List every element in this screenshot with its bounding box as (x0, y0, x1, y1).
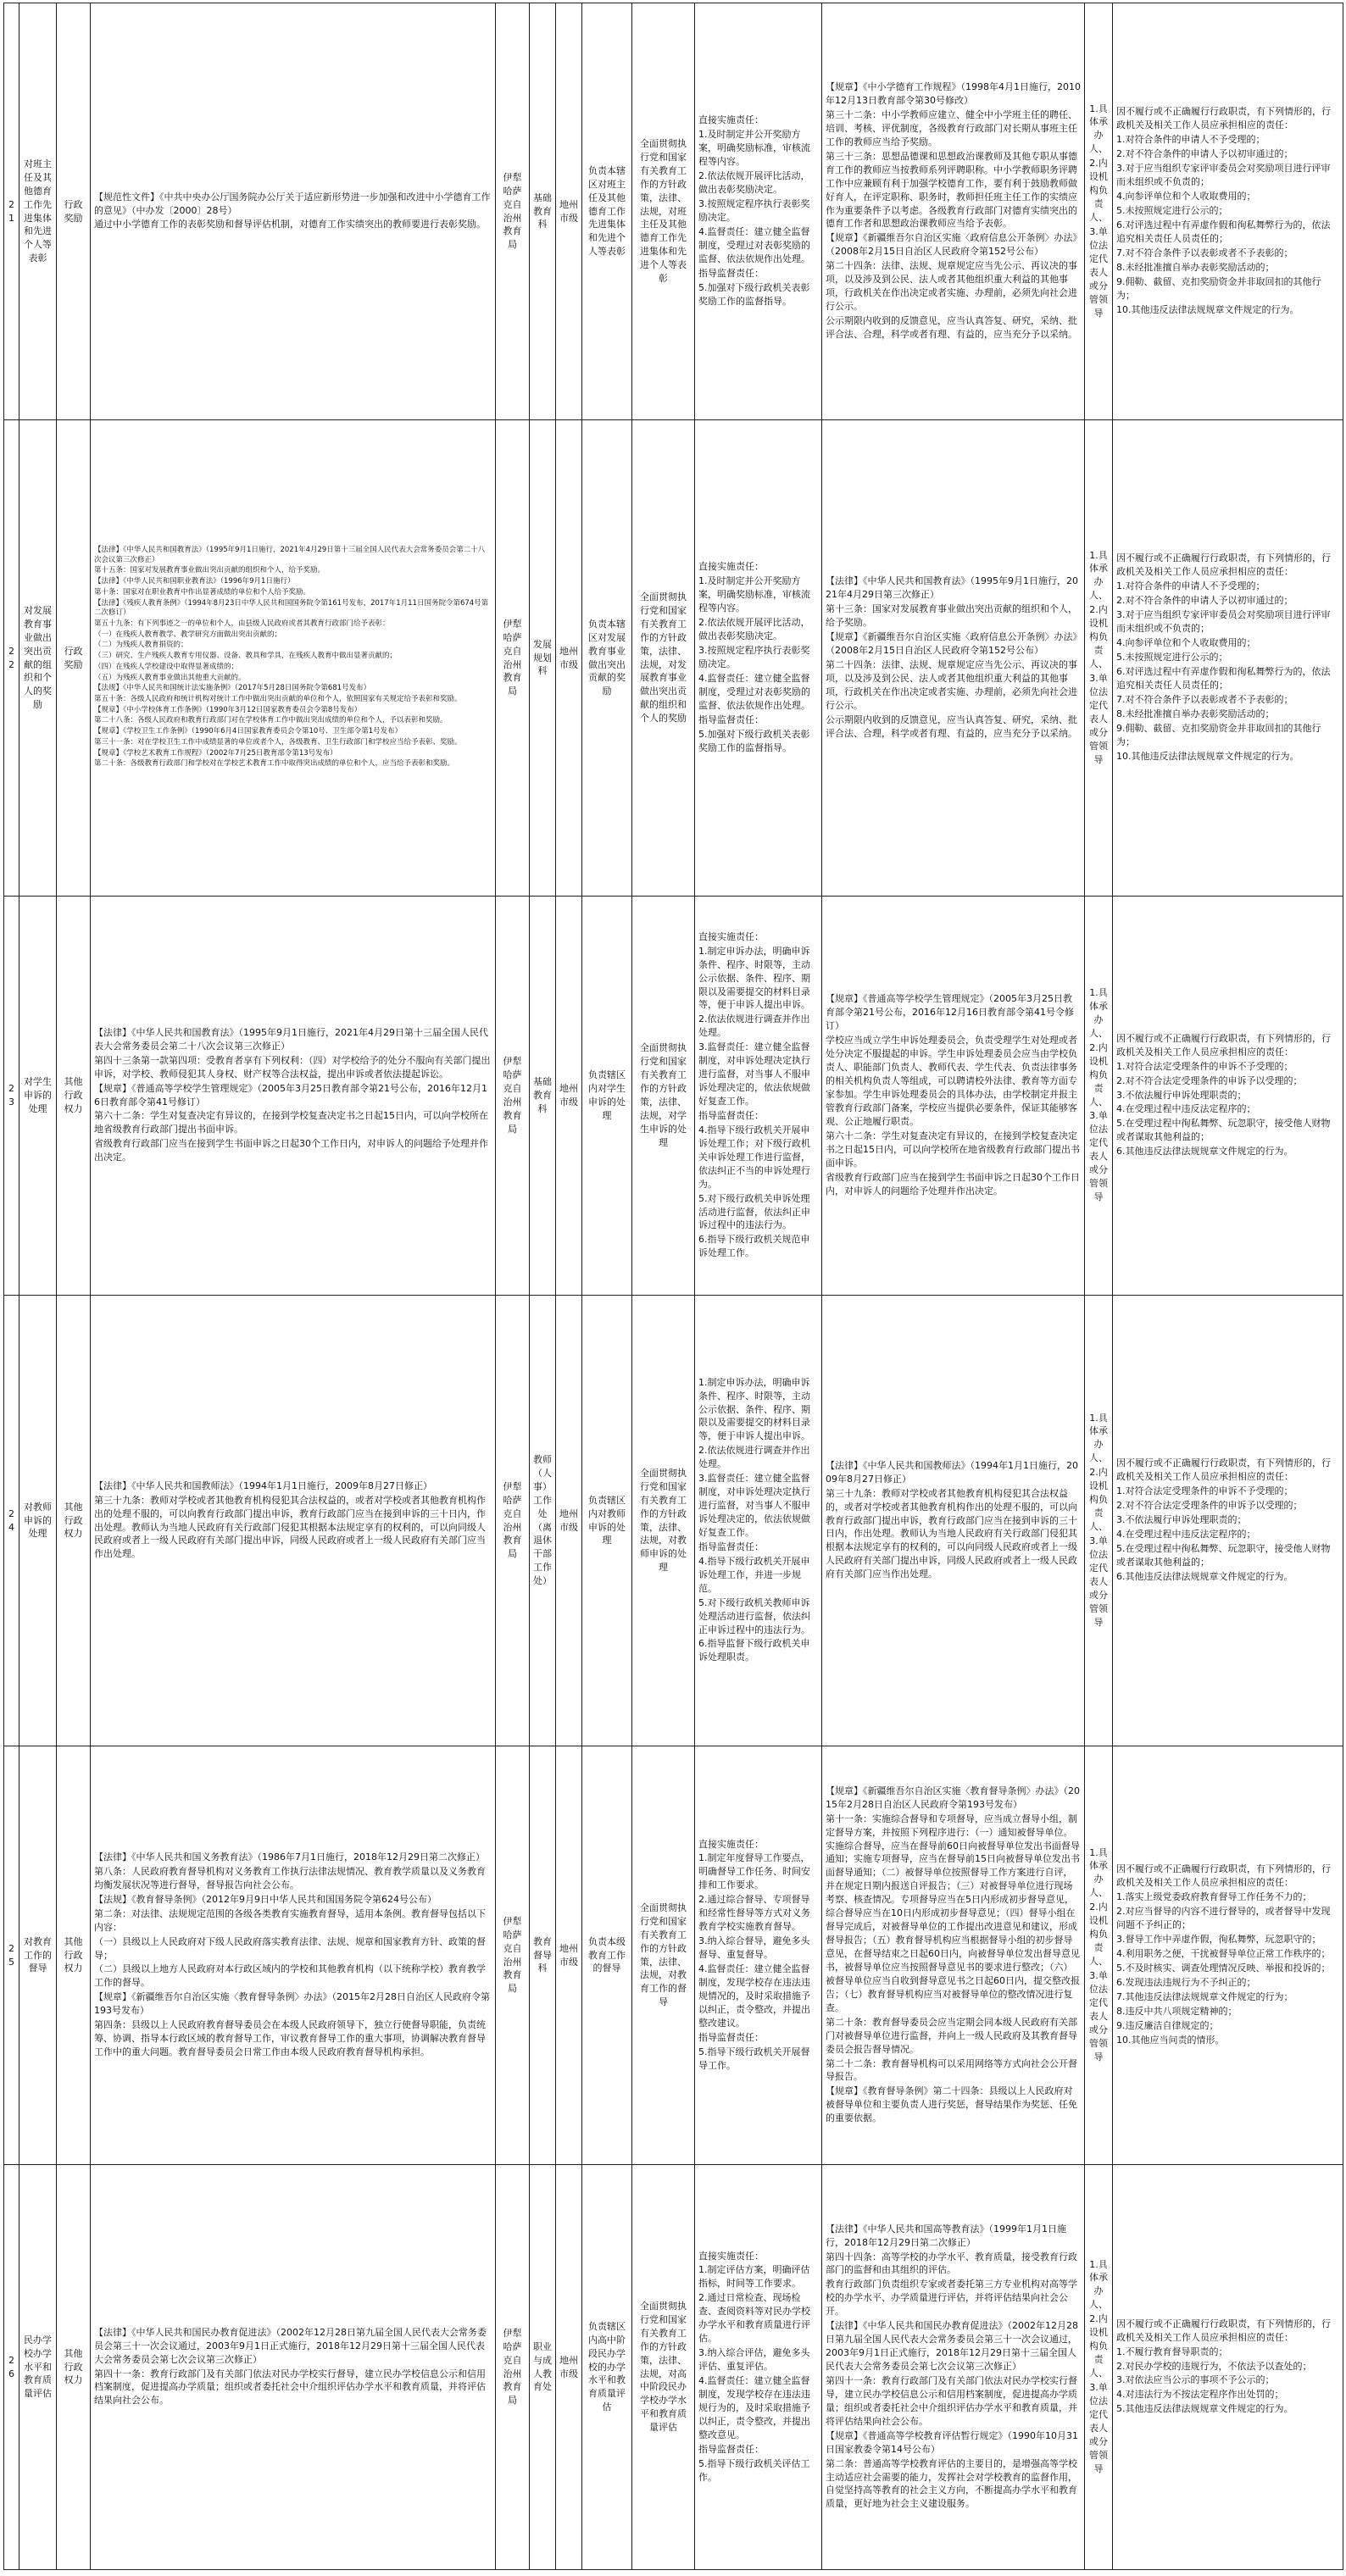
legal-basis-paragraph: （二）县级以上地方人民政府对本行政区域内的学校和其他教育机构（以下统称学校）教育教学工作的督导。 (94, 1963, 486, 1989)
duty-items-cell (695, 897, 822, 1296)
liability-items-paragraph: 2.对不符合法定受理条件的申诉予以受理的； (1116, 1500, 1303, 1512)
liability-items-paragraph: 2.对不符合法定受理条件的申诉予以受理的； (1116, 1074, 1303, 1086)
powers-table (3, 3, 1343, 2570)
liability-items-paragraph: 5.未按照规定进行公示的； (1116, 205, 1228, 217)
item-category-cell: 其他行政权力 (57, 2165, 91, 2570)
duty-items-paragraph: 1.制定年度督导工作要点，明确督导工作任务、时间安排和工作要求。 (698, 1852, 810, 1891)
accountable-person-cell (1085, 1746, 1113, 2165)
duty-items-paragraph: 1.及时制定并公开奖励方案，明确奖励标准，审核流程等内容。 (698, 129, 810, 168)
duty-items-paragraph: 1.制定申诉办法，明确申诉条件、程序、时限等，主动公示依据、条件、程序、期限以及需要提交的材料目录等，便于申诉人提出申诉。 (698, 1376, 810, 1442)
duty-items-paragraph: 1.制定申诉办法，明确申诉条件、程序、时限等，主动公示依据、条件、程序、期限以及需要提交的材料目录等，便于申诉人提出申诉。 (698, 945, 810, 1011)
table-row (4, 1296, 1343, 1746)
duty-items-paragraph: 指导监督责任： (698, 2443, 764, 2455)
duty-items-paragraph: 4.指导下级行政机关开展申诉处理工作，并进一步规范。 (698, 1555, 810, 1594)
accountability-basis-paragraph: 【规章】《中小学德育工作规程》（1998年4月1日施行，2010年12月13日教育部令第30号修改） (826, 81, 1081, 107)
internal-unit-cell: 发展规划科 (530, 420, 556, 897)
legal-basis-cell (91, 897, 496, 1296)
liability-items-paragraph: 1.对符合条件的申请人不予受理的； (1116, 134, 1265, 146)
admin-level-cell: 地州市级 (556, 1746, 582, 2165)
legal-basis-paragraph: 【法律】《中华人民共和国教师法》（1994年1月1日施行，2009年8月27日修正） (94, 1480, 432, 1491)
duty-items-paragraph: 3.监督责任：建立健全监督制度，对申诉处理决定执行进行监督，对当事人不服申诉处理决定的，依法依规做好复查工作。 (698, 1473, 810, 1538)
accountable-person-paragraph: 2.内设机构负责人、 (1089, 604, 1108, 669)
admin-level-cell: 地州市级 (556, 420, 582, 897)
duty-items-paragraph: 直接实施责任： (698, 561, 764, 573)
row-number-cell: 25 (4, 1746, 19, 2165)
liability-items-paragraph: 因不履行或不正确履行行政职责，有下列情形的，行政机关及相关工作人员应承担相应的责任： (1116, 1457, 1331, 1483)
accountable-person-paragraph: 3.单位法定代表人或分管领导 (1089, 2381, 1108, 2474)
liability-items-paragraph: 10.其他应当问责的情形。 (1116, 2034, 1225, 2046)
implementation-duty-cell: 全面贯彻执行党和国家有关教育工作的方针政策，法律、法规，对高中阶段民办学校办学水平和教育质量评估 (632, 2165, 695, 2570)
legal-basis-paragraph: 【规范性文件】《中共中央办公厅国务院办公厅关于适应新形势进一步加强和改进中小学德育工作的意见》（中办发〔2000〕28号） (94, 191, 491, 216)
accountability-basis-paragraph: 第二十四条：法律、法规、规章规定应当先公示、再议决的事项，以及涉及到公民、法人或者其他组织重大利益的其他事项，行政机关在作出决定或者实施、办理前，必须先向社会进行公示。 (826, 659, 1077, 711)
accountable-person-cell (1085, 3, 1113, 420)
accountability-basis-cell (822, 1296, 1085, 1746)
duty-items-paragraph: 指导监督责任： (698, 1541, 764, 1552)
legal-basis-paragraph: 第二条：对法律、法规规定范围的各级各类教育实施教育督导，适用本条例。教育督导包括以下内容： (94, 1907, 486, 1933)
accountability-basis-paragraph: 第三十九条：教师对学校或者其他教育机构侵犯其合法权益的，或者对学校或者其他教育机构作出的处理不服的，可以向教育行政部门提出申诉，教育行政部门应当在接到申诉的三十日内，作出处理。教师认为当地人民政府有关行政部门侵犯其根据本法规定享有的权利的，可以向同级人民政府或者上一级人民政府有关部门提出申诉，同级人民政府或者上一级人民政府有关部门应当作出处理。 (826, 1487, 1077, 1580)
responsibility-scope-cell: 负责辖区内对学生申诉的处理 (582, 897, 632, 1296)
accountable-person-paragraph: 3.单位法定代表人或分管领导 (1089, 1535, 1108, 1628)
duty-items-paragraph: 4.监督责任：建立健全监督制度，发现学校存在违法违规情况的，及时采取措施予以纠正，责令整改，并提出整改建议。 (698, 1963, 810, 2029)
department-cell: 伊犁哈萨克自治州教育局 (496, 3, 530, 420)
liability-items-paragraph: 5.其他违反法律法规规章文件规定的行为。 (1116, 2403, 1293, 2415)
accountable-person-paragraph: 2.内设机构负责人、 (1089, 2313, 1108, 2379)
liability-items-paragraph: 5.不及时核实、调查处理情况反映、举报和投诉的； (1116, 1962, 1331, 1974)
duty-items-paragraph: 5.指导下级行政机关开展督导工作。 (698, 2046, 810, 2071)
duty-items-paragraph: 2.依法依规进行调查并作出处理。 (698, 1013, 810, 1039)
legal-basis-paragraph: 【法律】《中华人民共和国教育法》（1995年9月1日施行，2021年4月29日第十三届全国人民代表大会常务委员会第二十八次会议第三次修正） (94, 545, 486, 564)
item-name-cell: 对发展教育事业做出突出贡献的组织和个人的奖励 (19, 420, 57, 897)
legal-basis-paragraph: 【法律】《中华人民共和国民办教育促进法》（2002年12月28日第九届全国人民代表大会常务委员会第三十一次会议通过，2003年9月1日正式施行，2018年12月29日第十三届全国人民代表大会常务委员会第七次会议第三次修正） (94, 2326, 487, 2365)
liability-items-paragraph: 7.对不符合条件予以表彰或者不予表彰的； (1116, 693, 1293, 705)
liability-items-paragraph: 6.对评选过程中有弄虚作假和徇私舞弊行为的，依法追究相关责任人员责任的； (1116, 665, 1331, 691)
accountability-basis-paragraph: 第三十二条：中小学教师应建立、健全中小学班主任的聘任、培训、考核、评优制度，各级教育行政部门对长期从事班主任工作的教师应当给予奖励。 (826, 108, 1077, 147)
accountability-basis-paragraph: 第十一条：实施综合督导和专项督导，应当成立督导小组，制定督导方案，并按照下列程序进行：（一）通知被督导单位。实施综合督导，应当在督导前60日向被督导单位发出书面督导通知；实施专项督导，应当在督导前15日向被督导单位发出书面督导通知；（二）被督导单位按照督导工作方案进行自评，并在规定日期内报送自评报告；（三）对被督导单位进行现场考察、核查情况。专项督导应当在5日内形成初步督导意见，综合督导应当在10日内形成初步督导意见；（四）督导小组在督导完成后，对被督导单位的工作提出改进意见和建议，形成督导报告；（五）教育督导机构应当根据督导小组的初步督导意见，在督导结束之日起60日内，向被督导单位发出督导意见书，被督导单位应当按照督导意见书的要求进行整改；（六）被督导单位应当自收到督导意见书之日起60日内，提交整改报告；（七）教育督导机构应当对被督导单位的整改情况进行复查。 (826, 1813, 1080, 2013)
admin-level-cell: 地州市级 (556, 1296, 582, 1746)
internal-unit-cell: 基础教育科 (530, 897, 556, 1296)
legal-basis-paragraph: 第八条：人民政府教育督导机构对义务教育工作执行法律法规情况、教育教学质量以及义务教育均衡发展状况等进行督导，督导报告向社会公布。 (94, 1865, 486, 1890)
legal-basis-paragraph: 【法律】《中华人民共和国职业教育法》（1996年9月1日施行） (94, 577, 295, 586)
duty-items-paragraph: 2.通过综合督导、专项督导和经常性督导等方式对义务教育学校实施教育督导。 (698, 1894, 810, 1933)
responsibility-scope-cell: 负责本级教育工作的督导 (582, 1746, 632, 2165)
duty-items-paragraph: 直接实施责任： (698, 114, 764, 126)
legal-basis-paragraph: 【法律】《中华人民共和国教育法》（1995年9月1日施行，2021年4月29日第十三届全国人民代表大会常务委员会第二十八次会议第三次修正） (94, 1026, 488, 1052)
legal-basis-paragraph: 【法律】《中华人民共和国义务教育法》（1986年7月1日施行，2018年12月29日第二次修正） (94, 1851, 485, 1863)
liability-items-paragraph: 6.对评选过程中有弄虚作假和徇私舞弊行为的，依法追究相关责任人员责任的； (1116, 219, 1331, 244)
accountable-person-paragraph: 1.具体承办人、 (1089, 549, 1108, 602)
accountability-basis-paragraph: 【规章】《新疆维吾尔自治区实施〈政府信息公开条例〉办法》（2008年2月15日自治区人民政府令第152号公布） (826, 232, 1077, 258)
duty-items-cell (695, 1296, 822, 1746)
legal-basis-paragraph: 【规章】《学校卫生工作条例》（1990年6月4日国家教育委员会令第10号、卫生部令第1号发布） (94, 727, 403, 736)
item-category-cell: 其他行政权力 (57, 897, 91, 1296)
accountability-basis-paragraph: 【规章】《普通高等学校学生管理规定》（2005年3月25日教育部令第21号公布，2016年12月16日教育部令第41号令修订） (826, 993, 1074, 1032)
legal-basis-paragraph: 通过中小学德育工作的表彰奖励和督导评估机制，对德育工作实绩突出的教师要进行表彰奖励。 (94, 219, 486, 230)
legal-basis-paragraph: 【规章】《学校艺术教育工作规程》（2002年7月25日教育部令第13号发布） (94, 748, 337, 758)
duty-items-paragraph: 2.依法依规进行调查并作出处理。 (698, 1445, 810, 1470)
duty-items-paragraph: 指导监督责任： (698, 267, 764, 279)
row-number-cell: 24 (4, 1296, 19, 1746)
department-cell: 伊犁哈萨克自治州教育局 (496, 1296, 530, 1746)
accountable-person-paragraph: 3.单位法定代表人或分管领导 (1089, 1969, 1108, 2062)
admin-level-cell: 地州市级 (556, 897, 582, 1296)
department-cell: 伊犁哈萨克自治州教育局 (496, 897, 530, 1296)
accountable-person-paragraph: 1.具体承办人、 (1089, 987, 1108, 1039)
department-cell: 伊犁哈萨克自治州教育局 (496, 2165, 530, 2570)
duty-items-paragraph: 5.对下级行政机关教师申诉处理活动进行监督，依法纠正申诉过程中的违法行为。 (698, 1596, 810, 1635)
duty-items-paragraph: 4.监督责任：建立健全监督制度，受理过对表彰奖励的监督、依法依规作出处理。 (698, 225, 810, 264)
item-category-cell: 其他行政权力 (57, 1296, 91, 1746)
accountability-basis-paragraph: 教育行政部门负责组织专家或者委托第三方专业机构对高等学校的办学水平、办学质量进行评估，并将评估结果向社会公开。 (826, 2279, 1077, 2318)
liability-items-paragraph: 9.佣勒、截留、克扣奖励资金并非取回扣的其他行为； (1116, 722, 1321, 747)
liability-items-paragraph: 9.违反廉洁自律规定的； (1116, 2019, 1219, 2031)
duty-items-paragraph: 3.按照规定程序执行表彰奖励决定。 (698, 198, 810, 223)
duty-items-paragraph: 4.监督责任：建立健全监督制度，发现学校存在违法违规行为的，及时采取措施予以纠正，责令整改，并提出整改意见。 (698, 2374, 810, 2440)
legal-basis-paragraph: 【规章】《中小学校体育工作条例》（1990年3月12日国家教育委员会令第8号发布） (94, 705, 362, 714)
duty-items-paragraph: 6.指导监督下级行政机关申诉处理职责。 (698, 1638, 810, 1663)
duty-items-paragraph: 5.对下级行政机关申诉处理活动进行监督，依法纠正申诉过程中的违法行为。 (698, 1192, 810, 1231)
legal-basis-paragraph: 第十条：国家对在职业教育中作出显著成绩的单位和个人给予奖励。 (94, 587, 311, 597)
legal-basis-paragraph: 【法规】《教育督导条例》（2012年9月9日中华人民共和国国务院令第624号公布） (94, 1893, 437, 1905)
legal-basis-paragraph: 第五十条：各级人民政府和统计机构对统计工作中做出突出贡献的单位和个人，依照国家有关规定给予表彰和奖励。 (94, 695, 462, 704)
liability-items-paragraph: 4.在受理过程中违反法定程序的； (1116, 1103, 1256, 1115)
accountable-person-paragraph: 2.内设机构负责人、 (1089, 1467, 1108, 1532)
liability-items-paragraph: 1.对符合条件的申请人不予受理的； (1116, 580, 1265, 592)
liability-items-paragraph: 6.其他违反法律法规规章文件规定的行为。 (1116, 1570, 1293, 1582)
accountability-basis-paragraph: 第二十二条：教育督导机构可以采用网络等方式向社会公开督导报告。 (826, 2057, 1077, 2083)
liability-items-paragraph: 3.对依法应当公示的事项不予公示的； (1116, 2374, 1275, 2386)
accountability-basis-paragraph: 【法律】《中华人民共和国教师法》（1994年1月1日施行，2009年8月27日修正） (826, 1459, 1078, 1485)
duty-items-paragraph: 2.通过日常检查、现场检查、查阅资料等对民办学校办学水平和教育质量进行评估。 (698, 2292, 810, 2345)
liability-items-cell (1113, 1296, 1343, 1746)
legal-basis-cell (91, 1296, 496, 1746)
accountability-basis-cell (822, 3, 1085, 420)
liability-items-paragraph: 3.督导工作中弄虚作假，徇私舞弊，玩忽职守的； (1116, 1934, 1321, 1946)
liability-items-cell (1113, 3, 1343, 420)
liability-items-paragraph: 3.对于应当组织专家评审委员会对奖励项目进行评审而未组织或不负责的； (1116, 609, 1331, 635)
legal-basis-paragraph: 【规章】《普通高等学校学生管理规定》（2005年3月25日教育部令第21号公布，2016年12月16日教育部令第41号修订） (94, 1082, 487, 1108)
implementation-duty-cell: 全面贯彻执行党和国家有关教育工作的方针政策，法律、法规，对班主任及其他德育工作先进集体和先进个人等表彰 (632, 3, 695, 420)
accountability-basis-paragraph: 第三十三条：思想品德课和思想政治课教师及其他专职从事德育工作的教师应当按教师系列评聘职称。中小学教师职务评聘工作中应兼顾有利于加强学校德育工作，要有利于鼓励教师做好育人，在评定职称、职务时，教师担任班主任工作的实绩应作为重要条件予以考虑。各级教育行政部门对德育实绩突出的德育工作者和思想政治课教师应当给予表彰。 (826, 150, 1077, 230)
liability-items-cell (1113, 1746, 1343, 2165)
legal-basis-cell (91, 2165, 496, 2570)
liability-items-paragraph: 因不履行或不正确履行行政职责，有下列情形的，行政机关及相关工作人员应承担相应的责任： (1116, 106, 1331, 131)
legal-basis-paragraph: 【法律】《残疾人教育条例》（1994年8月23日中华人民共和国国务院令第161号发布，2017年1月11日国务院令第674号第二次修订） (94, 598, 489, 618)
accountability-basis-paragraph: 学校应当成立学生申诉处理委员会，负责受理学生对处理或者处分决定不服提起的申诉。学生申诉处理委员会应当由学校负责人、职能部门负责人、教师代表、学生代表、负责法律事务的相关机构负责人等组成，可以聘请校外法律、教育等方面专家参加。学生申诉处理委员会的具体办法，由学校制定并报主管教育行政部门备案，学校应当提供必要条件，保证其能够客观、公正地履行职责。 (826, 1035, 1077, 1127)
accountable-person-paragraph: 3.单位法定代表人或分管领导 (1089, 1110, 1108, 1203)
duty-items-paragraph: 直接实施责任： (698, 930, 764, 942)
liability-items-paragraph: 7.其他违反法律法规规章文件规定的行为； (1116, 1990, 1293, 2002)
accountable-person-paragraph: 1.具体承办人、 (1089, 2258, 1108, 2311)
internal-unit-cell: 教育督导科 (530, 1746, 556, 2165)
accountability-basis-paragraph: 【法律】《中华人民共和国高等教育法》（1999年1月1日施行，2018年12月29日第二次修正） (826, 2223, 1066, 2248)
responsibility-scope-cell: 负责辖区内对教师申诉的处理 (582, 1296, 632, 1746)
duty-items-paragraph: 3.纳入综合评估，避免多头评估、重复评估。 (698, 2347, 810, 2373)
liability-items-paragraph: 2.对民办学校的违规行为，不依法予以查处的； (1116, 2360, 1312, 2372)
accountability-basis-cell (822, 420, 1085, 897)
duty-items-cell (695, 420, 822, 897)
liability-items-paragraph: 7.对不符合条件予以表彰或者不予表彰的； (1116, 247, 1293, 258)
table-body (4, 3, 1343, 2570)
liability-items-paragraph: 10.其他违反法律法规规章文件规定的行为。 (1116, 303, 1299, 315)
duty-items-paragraph: 4.监督责任：建立健全监督制度，受理过对表彰奖励的监督、依法依规作出处理。 (698, 672, 810, 711)
accountability-basis-paragraph: 【规章】《教育督导条例》第二十四条：县级以上人民政府对被督导单位和主要负责人进行奖惩，督导结果作为奖惩、任免的重要依据。 (826, 2085, 1077, 2124)
accountability-basis-paragraph: 公示期限内收到的反馈意见，应当认真答复、研究，采纳、批评合法、合理，科学或者有理、有益的，应当充分予以采纳。 (826, 713, 1077, 739)
duty-items-paragraph: 5.加强对下级行政机关表彰奖励工作的监督指导。 (698, 281, 810, 307)
accountability-basis-paragraph: 第四十一条：教育行政部门及有关部门依法对民办学校实行督导，建立民办学校信息公示和信用档案制度，促进提高办学质量；组织或者委托社会中介组织评估办学水平和教育质量，并将评估结果向社会公布。 (826, 2374, 1077, 2427)
internal-unit-cell: 教师（人事）工作处（离退休干部工作处） (530, 1296, 556, 1746)
item-name-cell: 对教师申诉的处理 (19, 1296, 57, 1746)
accountable-person-cell (1085, 897, 1113, 1296)
implementation-duty-cell: 全面贯彻执行党和国家有关教育工作的方针政策，法律、法规，对发展教育事业做出突出贡献的组织和个人的奖励 (632, 420, 695, 897)
liability-items-cell (1113, 2165, 1343, 2570)
accountability-basis-cell (822, 1746, 1085, 2165)
legal-basis-paragraph: 第四十一条：教育行政部门及有关部门依法对民办学校实行督导，建立民办学校信息公示和信用档案制度，促进提高办学质量；组织或者委托社会中介组织评估办学水平和教育质量，并将评估结果向社会公布。 (94, 2368, 486, 2407)
implementation-duty-cell: 全面贯彻执行党和国家有关教育工作的方针政策，法律、法规，对学生申诉的处理 (632, 897, 695, 1296)
legal-basis-paragraph: 第六十二条：学生对复查决定有异议的，在接到学校复查决定书之日起15日内，可以向学校所在地省级教育行政部门提出书面申诉。 (94, 1110, 488, 1135)
accountable-person-paragraph: 2.内设机构负责人、 (1089, 1901, 1108, 1967)
duty-items-paragraph: 直接实施责任： (698, 1838, 764, 1850)
liability-items-paragraph: 因不履行或不正确履行行政职责，有下列情形的，行政机关及相关工作人员应承担相应的责任： (1116, 552, 1331, 578)
accountable-person-cell (1085, 1296, 1113, 1746)
duty-items-paragraph: 1.制定评估方案，明确评估指标，时间等工作要求。 (698, 2264, 810, 2290)
accountable-person-paragraph: 2.内设机构负责人、 (1089, 1041, 1108, 1108)
duty-items-paragraph: 4.指导下级行政机关开展申诉处理工作；对下级行政机关申诉处理工作进行监督，依法纠正不当的申诉处理行为。 (698, 1124, 810, 1190)
liability-items-paragraph: 2.对不符合条件的申请人予以初审通过的； (1116, 148, 1293, 160)
internal-unit-cell: 基础教育科 (530, 3, 556, 420)
duty-items-paragraph: 2.依法依规开展评比活动，做出表彰奖励决定。 (698, 617, 810, 642)
accountability-basis-paragraph: 第二十条：教育督导委员会应当定期会同本级人民政府有关部门对被督导单位进行监督，并向上一级人民政府及其教育督导委员会报告督导情况。 (826, 2016, 1077, 2055)
liability-items-paragraph: 因不履行或不正确履行行政职责，有下列情形的，行政机关及相关工作人员应承担相应的责任： (1116, 2318, 1331, 2343)
item-category-cell: 行政奖励 (57, 3, 91, 420)
implementation-duty-cell: 全面贯彻执行党和国家有关教育工作的方针政策，法律、法规，对教师申诉的处理 (632, 1296, 695, 1746)
liability-items-paragraph: 5.在受理过程中徇私舞弊、玩忽职守，接受他人财物或者谋取其他利益的； (1116, 1118, 1331, 1143)
duty-items-paragraph: 3.纳入综合督导，避免多头督导、重复督导。 (698, 1935, 810, 1961)
liability-items-paragraph: 3.对于应当组织专家评审委员会对奖励项目进行评审而未组织或不负责的； (1116, 163, 1331, 188)
row-number-cell: 23 (4, 897, 19, 1296)
table-row (4, 420, 1343, 897)
legal-basis-paragraph: 第十五条：国家对发展教育事业做出突出贡献的组织和个人，给予奖励。 (94, 566, 325, 575)
liability-items-paragraph: 因不履行或不正确履行行政职责，有下列情形的，行政机关及相关工作人员应承担相应的责任： (1116, 1863, 1331, 1889)
table-row (4, 897, 1343, 1296)
duty-items-paragraph: 直接实施责任： (698, 2250, 764, 2262)
duty-items-paragraph: 指导监督责任： (698, 713, 764, 725)
department-cell: 伊犁哈萨克自治州教育局 (496, 1746, 530, 2165)
legal-basis-paragraph: 第四十三条第一款第四项：受教育者享有下列权利：（四）对学校给予的处分不服向有关部门提出申诉，对学校、教师侵犯其人身权、财产权等合法权益，提出申诉或者依法提起诉讼。 (94, 1054, 491, 1080)
liability-items-paragraph: 3.不依法履行申诉处理职责的； (1116, 1514, 1247, 1526)
accountable-person-cell (1085, 2165, 1113, 2570)
accountability-basis-paragraph: 【规章】《新疆维吾尔自治区实施〈教育督导条例〉办法》（2015年2月28日自治区人民政府令第193号发布） (826, 1785, 1080, 1810)
implementation-duty-cell: 全面贯彻执行党和国家有关教育工作的方针政策，法律、法规，对教育工作的督导 (632, 1746, 695, 2165)
duty-items-cell (695, 1746, 822, 2165)
row-number-cell: 21 (4, 3, 19, 420)
item-category-cell: 行政奖励 (57, 420, 91, 897)
legal-basis-paragraph: （四）在残疾人学校建设中取得显著成绩的； (94, 662, 239, 671)
accountability-basis-paragraph: 【规章】《新疆维吾尔自治区实施〈政府信息公开条例〉办法》（2008年2月15日自治区人民政府令第152号公布） (826, 631, 1077, 657)
liability-items-paragraph: 3.不依法履行申诉处理职责的； (1116, 1089, 1247, 1101)
item-name-cell: 对学生申诉的处理 (19, 897, 57, 1296)
liability-items-paragraph: 6.发现违法违规行为不予纠正的； (1116, 1976, 1256, 1988)
liability-items-paragraph: 5.在受理过程中徇私舞弊、玩忽职守，接受他人财物或者谋取其他利益的； (1116, 1542, 1331, 1568)
item-name-cell: 对教育工作的督导 (19, 1746, 57, 2165)
legal-basis-cell (91, 3, 496, 420)
accountability-basis-paragraph: 第四十四条：高等学校的办学水平、教育质量，接受教育行政部门的监督和由其组织的评估。 (826, 2251, 1077, 2276)
row-number-cell: 22 (4, 420, 19, 897)
internal-unit-cell: 职业与成人教育处 (530, 2165, 556, 2570)
item-name-cell: 民办学校办学水平和教育质量评估 (19, 2165, 57, 2570)
accountable-person-paragraph: 2.内设机构负责人、 (1089, 158, 1108, 223)
liability-items-paragraph: 1.对符合法定受理条件的申诉不予受理的； (1116, 1485, 1293, 1497)
table-row (4, 3, 1343, 420)
legal-basis-paragraph: （一）在残疾人教育教学、教学研究方面做出突出贡献的； (94, 630, 282, 639)
liability-items-cell (1113, 420, 1343, 897)
legal-basis-paragraph: （五）为残疾人教育事业做出其他重大贡献的。 (94, 673, 246, 682)
liability-items-paragraph: 4.向参评单位和个人收取费用的； (1116, 637, 1256, 649)
department-cell: 伊犁哈萨克自治州教育局 (496, 420, 530, 897)
legal-basis-paragraph: 第四条：县级以上人民政府教育督导委员会在本级人民政府领导下，独立行使督导职能，负责统筹、协调、指导本行政区域的教育督导工作，审议教育督导工作的重大事项，协调解决教育督导工作中的重大问题。教育督导委员会日常工作由本级人民政府教育督导机构承担。 (94, 2019, 486, 2058)
duty-items-paragraph: 指导监督责任： (698, 2031, 764, 2043)
row-number-cell: 26 (4, 2165, 19, 2570)
legal-basis-paragraph: 【规章】《新疆维吾尔自治区实施〈教育督导条例〉办法》（2015年2月28日自治区人民政府令第193号发布） (94, 1991, 490, 2017)
legal-basis-cell (91, 420, 496, 897)
duty-items-cell (695, 2165, 822, 2570)
duty-items-paragraph: 2.依法依规开展评比活动，做出表彰奖励决定。 (698, 170, 810, 196)
accountable-person-paragraph: 3.单位法定代表人或分管领导 (1089, 225, 1108, 319)
liability-items-paragraph: 2.对应当督导的内容不进行督导的，或者督导中发现问题不予纠正的； (1116, 1906, 1331, 1931)
legal-basis-paragraph: 第三十一条：对在学校卫生工作中成绩显著的单位或者个人，各级教育、卫生行政部门和学校应当给予表彰、奖励。 (94, 737, 462, 747)
legal-basis-paragraph: 第五十九条：有下列事迹之一的单位和个人，由县级人民政府或者其教育行政部门给予表彰： (94, 619, 390, 628)
item-name-cell: 对班主任及其他德育工作先进集体和先进个人等表彰 (19, 3, 57, 420)
duty-items-paragraph: 3.监督责任：建立健全监督制度，对申诉处理决定执行进行监督，对当事人不服申诉处理决定的，依法依规做好复查工作。 (698, 1041, 810, 1107)
legal-basis-paragraph: 第二十八条：各级人民政府和教育行政部门对在学校体育工作中做出突出成绩的单位和个人，予以表彰和奖励。 (94, 716, 448, 725)
liability-items-paragraph: 8.未经批准擅自举办表彰奖励活动的； (1116, 261, 1275, 273)
liability-items-paragraph: 8.违反中共八项规定精神的； (1116, 2005, 1238, 2017)
accountability-basis-cell (822, 897, 1085, 1296)
item-category-cell: 其他行政权力 (57, 1746, 91, 2165)
legal-basis-paragraph: （三）研究、生产残疾人教育专用仪器、设备、教具和学具，在残疾人教育中做出显著贡献的； (94, 652, 398, 661)
liability-items-paragraph: 8.未经批准擅自举办表彰奖励活动的； (1116, 708, 1275, 719)
liability-items-paragraph: 1.落实上级党委政府教育督导工作任务不力的； (1116, 1891, 1312, 1903)
responsibility-scope-cell: 负责本辖区对发展教育事业做出突出贡献的奖励 (582, 420, 632, 897)
legal-basis-paragraph: 第二十条：各级教育行政部门和学校对在学校艺术教育工作中取得突出成绩的单位和个人，应当给予表彰和奖励。 (94, 759, 455, 769)
accountability-basis-paragraph: 【法律】《中华人民共和国民办教育促进法》（2002年12月28日第九届全国人民代表大会常务委员会第三十一次会议通过，2003年9月1日正式施行，2018年12月29日第十三届全国人民代表大会常务委员会第七次会议第三次修正） (826, 2320, 1078, 2373)
liability-items-cell (1113, 897, 1343, 1296)
accountability-basis-paragraph: 第十三条：国家对发展教育事业做出突出贡献的组织和个人，给予奖励。 (826, 603, 1077, 629)
duty-items-paragraph: 3.按照规定程序执行表彰奖励决定。 (698, 645, 810, 669)
admin-level-cell: 地州市级 (556, 3, 582, 420)
responsibility-scope-cell: 负责本辖区对班主任及其他德育工作先进集体和先进个人等表彰 (582, 3, 632, 420)
accountability-basis-paragraph: 公示期限内收到的反馈意见，应当认真答复、研究，采纳、批评合法、合理，科学或者有理、有益的，应当充分予以采纳。 (826, 315, 1077, 340)
liability-items-paragraph: 6.其他违反法律法规规章文件规定的行为。 (1116, 1146, 1293, 1158)
liability-items-paragraph: 1.不履行教育督导职责的； (1116, 2346, 1228, 2357)
accountable-person-paragraph: 3.单位法定代表人或分管领导 (1089, 672, 1108, 765)
liability-items-paragraph: 5.未按照规定进行公示的； (1116, 652, 1228, 663)
accountability-basis-paragraph: 第六十二条：学生对复查决定有异议的，在接到学校复查决定书之日起15日内，可以向学校所在地省级教育行政部门提出书面申诉。 (826, 1130, 1080, 1169)
accountability-basis-paragraph: 省级教育行政部门应当在接到学生书面申诉之日起30个工作日内，对申诉人的问题给予处理并作出决定。 (826, 1171, 1080, 1196)
liability-items-paragraph: 4.向参评单位和个人收取费用的； (1116, 191, 1256, 203)
accountable-person-paragraph: 1.具体承办人、 (1089, 1412, 1108, 1464)
liability-items-paragraph: 9.佣勒、截留、克扣奖励资金并非取回扣的其他行为； (1116, 275, 1321, 301)
liability-items-paragraph: 10.其他违反法律法规规章文件规定的行为。 (1116, 750, 1299, 762)
accountable-person-cell (1085, 420, 1113, 897)
accountability-basis-paragraph: 【规章】《普通高等学校教育评估暂行规定》（1990年10月31日国家教委令第14号公布） (826, 2429, 1078, 2455)
responsibility-scope-cell: 负责辖区内高中阶段民办学校的办学水平和教育质量评估 (582, 2165, 632, 2570)
accountability-basis-paragraph: 第二十四条：法律、法规、规章规定应当先公示、再议决的事项，以及涉及到公民、法人或者其他组织重大利益的其他事项，行政机关在作出决定或者实施、办理前，必须先向社会进行公示。 (826, 260, 1077, 313)
accountability-basis-paragraph: 【法律】《中华人民共和国教育法》（1995年9月1日施行，2021年4月29日第三次修正） (826, 575, 1078, 601)
table-row (4, 2165, 1343, 2570)
legal-basis-paragraph: （一）县级以上人民政府对下级人民政府落实教育法律、法规、规章和国家教育方针、政策的督导； (94, 1935, 486, 1961)
liability-items-paragraph: 2.对不符合条件的申请人予以初审通过的； (1116, 595, 1293, 607)
legal-basis-paragraph: 第三十九条：教师对学校或者其他教育机构侵犯其合法权益的，或者对学校或者其他教育机构作出的处理不服的，可以向教育行政部门提出申诉，教育行政部门应当在接到申诉的三十日内，作出处理。教师认为当地人民政府有关行政部门侵犯其根据本法规定享有的权利的，可以向同级人民政府或者上一级人民政府有关部门提出申诉，同级人民政府或者上一级人民政府有关部门应当作出处理。 (94, 1494, 486, 1560)
liability-items-paragraph: 4.在受理过程中违反法定程序的； (1116, 1528, 1256, 1540)
accountability-basis-cell (822, 2165, 1085, 2570)
admin-level-cell: 地州市级 (556, 2165, 582, 2570)
accountability-basis-paragraph: 第二条：普通高等学校教育评估的主要目的，是增强高等学校主动适应社会需要的能力，发挥社会对学校教育的监督作用，自觉坚持高等教育的社会主义方向，不断提高办学水平和教育质量，更好地为社会主义建设服务。 (826, 2457, 1077, 2510)
liability-items-paragraph: 因不履行或不正确履行行政职责，有下列情形的，行政机关及相关工作人员应承担相应的责任： (1116, 1032, 1331, 1058)
duty-items-cell (695, 3, 822, 420)
legal-basis-paragraph: （二）为残疾人教育捐资的； (94, 641, 188, 650)
duty-items-paragraph: 1.及时制定并公开奖励方案，明确奖励标准，审核流程等内容。 (698, 575, 810, 614)
liability-items-paragraph: 4.利用职务之便，干扰被督导单位正常工作秩序的； (1116, 1948, 1331, 1960)
duty-items-paragraph: 指导监督责任： (698, 1109, 764, 1121)
accountable-person-paragraph: 1.具体承办人、 (1089, 103, 1108, 155)
liability-items-paragraph: 1.对符合法定受理条件的申诉不予受理的； (1116, 1060, 1293, 1072)
duty-items-paragraph: 5.指导下级行政机关评估工作。 (698, 2457, 810, 2483)
legal-basis-cell (91, 1746, 496, 2165)
legal-basis-paragraph: 【法规】《中华人民共和国统计法实施条例》（2017年5月28日国务院令第681号发布） (94, 684, 371, 693)
duty-items-paragraph: 6.指导下级行政机关规范申诉处理工作。 (698, 1234, 810, 1259)
duty-items-paragraph: 5.加强对下级行政机关表彰奖励工作的监督指导。 (698, 728, 810, 753)
accountable-person-paragraph: 1.具体承办人、 (1089, 1846, 1108, 1899)
table-row (4, 1746, 1343, 2165)
legal-basis-paragraph: 省级教育行政部门应当在接到学生书面申诉之日起30个工作日内，对申诉人的问题给予处理并作出决定。 (94, 1138, 488, 1163)
liability-items-paragraph: 4.对违法行为不按法定程序作出处罚的； (1116, 2389, 1284, 2401)
